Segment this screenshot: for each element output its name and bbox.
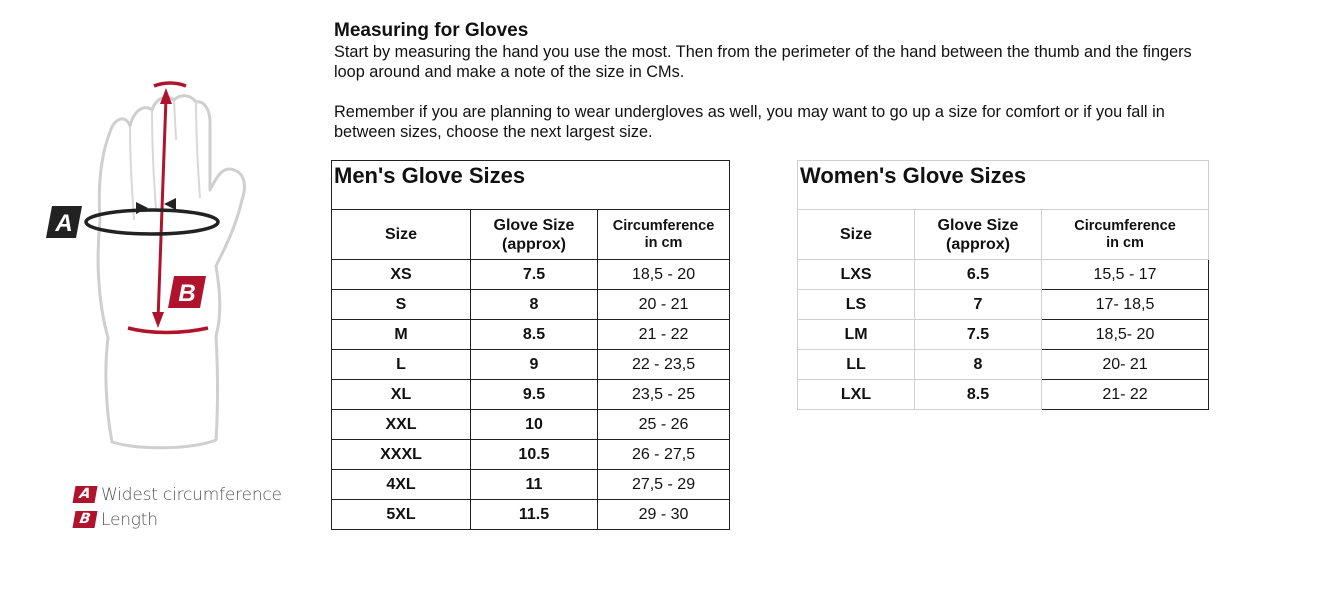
table-row [332, 320, 730, 350]
circumference-cell: 20 - 21 [598, 290, 730, 320]
glove-cell: 10.5 [471, 440, 598, 470]
size-cell: L [332, 350, 471, 380]
men-table-title: Men's Glove Sizes [332, 161, 730, 210]
label-b-badge [168, 276, 206, 308]
glove-cell: 7.5 [471, 260, 598, 290]
circumference-cell: 18,5- 20 [1042, 320, 1209, 350]
legend-text-a: Widest circumference [101, 484, 282, 505]
table-row [332, 470, 730, 500]
size-cell: XL [332, 380, 471, 410]
men-header-glove-line2: (approx) [502, 235, 566, 253]
hand-illustration [40, 70, 290, 460]
table-row [332, 260, 730, 290]
table-row [332, 500, 730, 530]
size-cell: 5XL [332, 500, 471, 530]
table-row [798, 290, 1209, 320]
label-a-text: A [55, 210, 73, 237]
intro-line-2: loop around and make a note of the size in CMs. [334, 63, 685, 81]
women-header-glove-line2: (approx) [946, 235, 1010, 253]
size-cell: XXXL [332, 440, 471, 470]
circumference-cell: 25 - 26 [598, 410, 730, 440]
size-cell: M [332, 320, 471, 350]
legend-row-b [74, 507, 282, 532]
glove-cell: 10 [471, 410, 598, 440]
women-header-circ-line2: in cm [1106, 234, 1144, 251]
men-header-circ-line2: in cm [644, 234, 683, 251]
circumference-cell: 22 - 23,5 [598, 350, 730, 380]
circumference-cell: 26 - 27,5 [598, 440, 730, 470]
women-header-row [798, 210, 1209, 260]
circumference-cell: 15,5 - 17 [1042, 260, 1209, 290]
size-cell: XS [332, 260, 471, 290]
women-header-size: Size [798, 210, 915, 260]
size-cell: LXL [798, 380, 915, 410]
circumference-cell: 21 - 22 [598, 320, 730, 350]
circumference-loop-icon [86, 198, 218, 234]
circumference-cell: 21- 22 [1042, 380, 1209, 410]
glove-cell: 7 [915, 290, 1042, 320]
men-header-size: Size [332, 210, 471, 260]
circumference-cell: 17- 18,5 [1042, 290, 1209, 320]
wrist-line-icon [128, 328, 208, 333]
women-header-glove [915, 210, 1042, 260]
size-cell: LL [798, 350, 915, 380]
circumference-cell: 23,5 - 25 [598, 380, 730, 410]
legend-text-b: Length [101, 509, 158, 530]
legend-row-a [74, 482, 282, 507]
size-cell: LS [798, 290, 915, 320]
women-header-glove-line1: Glove Size [937, 216, 1019, 234]
table-row [798, 320, 1209, 350]
table-row [332, 380, 730, 410]
label-b-text: B [178, 280, 196, 307]
men-header-glove [471, 210, 598, 260]
table-row [798, 260, 1209, 290]
circumference-cell: 29 - 30 [598, 500, 730, 530]
size-cell: 4XL [332, 470, 471, 500]
glove-cell: 8.5 [915, 380, 1042, 410]
glove-cell: 6.5 [915, 260, 1042, 290]
table-row [332, 410, 730, 440]
legend-tag-a: A [73, 486, 98, 503]
circumference-cell: 20- 21 [1042, 350, 1209, 380]
men-header-glove-line1: Glove Size [493, 216, 575, 234]
size-cell: LXS [798, 260, 915, 290]
table-row [798, 350, 1209, 380]
glove-cell: 8 [915, 350, 1042, 380]
circumference-cell: 18,5 - 20 [598, 260, 730, 290]
intro-line-3: Remember if you are planning to wear undergloves as well, you may want to go up a size for comfort or if you fall in [334, 103, 1165, 121]
intro-line-1: Start by measuring the hand you use the most. Then from the perimeter of the hand between the thumb and the fingers [334, 43, 1192, 61]
intro-section [334, 20, 1294, 142]
men-size-table [331, 160, 730, 530]
hand-outline-icon [98, 96, 244, 448]
table-row [332, 350, 730, 380]
table-row [332, 290, 730, 320]
size-cell: XXL [332, 410, 471, 440]
glove-cell: 11 [471, 470, 598, 500]
hand-diagram [40, 70, 290, 460]
women-table-title: Women's Glove Sizes [798, 161, 1209, 210]
men-header-circ [598, 210, 730, 260]
glove-cell: 11.5 [471, 500, 598, 530]
label-a-badge [46, 206, 82, 238]
table-row [332, 440, 730, 470]
women-size-table [797, 160, 1209, 410]
size-cell: S [332, 290, 471, 320]
page-title: Measuring for Gloves [334, 20, 529, 41]
men-header-circ-line1: Circumference [612, 217, 715, 234]
circumference-cell: 27,5 - 29 [598, 470, 730, 500]
women-header-circ [1042, 210, 1209, 260]
men-header-row [332, 210, 730, 260]
women-header-circ-line1: Circumference [1074, 217, 1176, 234]
intro-line-4: between sizes, choose the next largest size. [334, 123, 653, 141]
glove-cell: 9 [471, 350, 598, 380]
table-row [798, 380, 1209, 410]
glove-cell: 8.5 [471, 320, 598, 350]
legend-tag-b: B [73, 511, 98, 528]
glove-cell: 8 [471, 290, 598, 320]
legend [74, 482, 282, 532]
size-cell: LM [798, 320, 915, 350]
glove-cell: 9.5 [471, 380, 598, 410]
glove-cell: 7.5 [915, 320, 1042, 350]
